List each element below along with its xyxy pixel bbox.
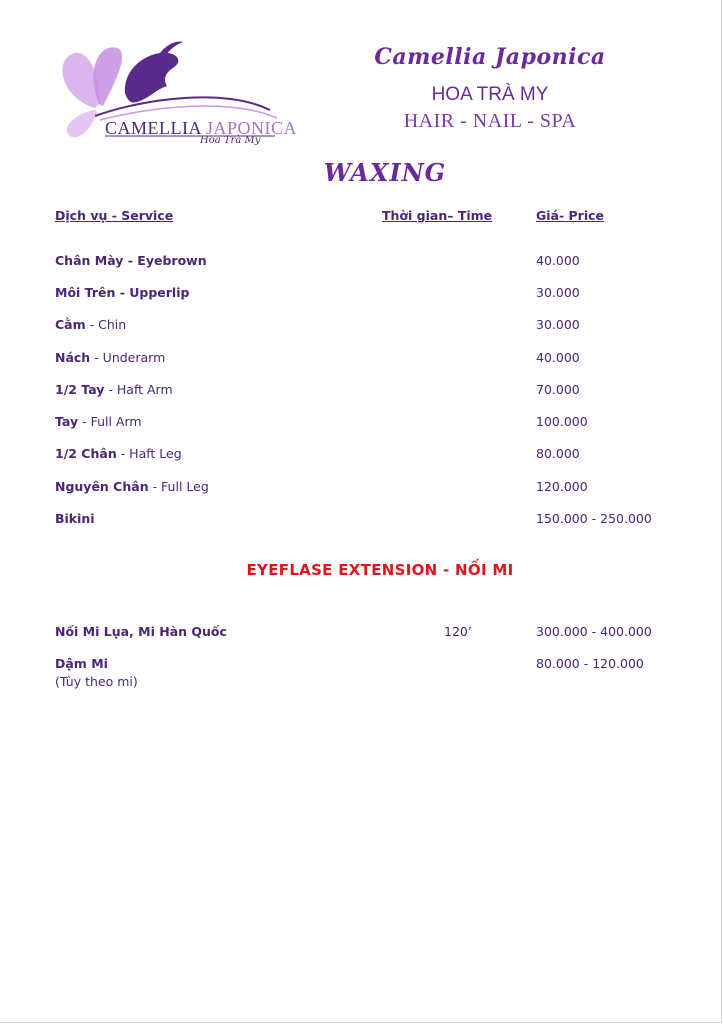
column-header-price: Giá- Price <box>536 208 605 223</box>
column-header-time: Thời gian– Time <box>382 208 493 223</box>
service-price: 300.000 - 400.000 <box>536 624 652 639</box>
service-name: Nối Mi Lụa, Mi Hàn Quốc <box>55 624 227 639</box>
service-price: 40.000 <box>536 350 580 365</box>
service-price: 120.000 <box>536 479 588 494</box>
service-name-en: - Underarm <box>90 350 166 365</box>
price-row-underarm <box>0 350 723 370</box>
service-price: 30.000 <box>536 317 580 332</box>
service-name: Cằm <box>55 317 86 332</box>
service-name-en: - Haft Arm <box>104 382 173 397</box>
brand-subtitle: HOA TRÀ MY <box>431 84 549 105</box>
lash-fill-note: (Tùy theo mi) <box>55 674 138 689</box>
price-row-half-arm <box>0 382 723 402</box>
service-name-en: - Full Arm <box>78 414 142 429</box>
price-row-half-leg <box>0 446 723 466</box>
waxing-title: WAXING <box>323 158 447 187</box>
brand-title: Camellia Japonica <box>374 44 606 70</box>
price-row-silk-lash <box>0 624 723 644</box>
price-row-chin <box>0 317 723 337</box>
service-name-en: - Chin <box>85 317 127 332</box>
service-name: Nguyên Chân <box>55 479 149 494</box>
price-row-bikini <box>0 511 723 531</box>
service-price: 70.000 <box>536 382 580 397</box>
logo-script-text: Hoa Trà My <box>200 135 261 146</box>
service-name: 1/2 Chân <box>55 446 117 461</box>
service-name-en: - Haft Leg <box>116 446 182 461</box>
logo-word-camellia: CAMELLIA <box>105 118 201 138</box>
service-price: 80.000 <box>536 446 580 461</box>
service-price: 100.000 <box>536 414 588 429</box>
price-row-eyebrow <box>0 253 723 273</box>
service-price: 40.000 <box>536 253 580 268</box>
column-header-service: Dịch vụ - Service <box>55 208 174 223</box>
brand-tagline: HAIR - NAIL - SPA <box>403 110 577 132</box>
price-row-lash-fill <box>0 656 723 676</box>
service-name: Chân Mày - Eyebrown <box>55 253 207 268</box>
service-name: Dậm Mi <box>55 656 108 671</box>
service-name: Nách <box>55 350 91 365</box>
price-row-full-leg <box>0 479 723 499</box>
service-time: 120’ <box>444 624 472 639</box>
logo-word-japonica: JAPONICA <box>206 118 298 138</box>
service-name: Bikini <box>55 511 95 526</box>
brand-logo <box>55 38 298 150</box>
service-name-en: - Full Leg <box>148 479 209 494</box>
service-name: Tay <box>55 414 79 429</box>
price-row-full-arm <box>0 414 723 434</box>
price-row-upperlip <box>0 285 723 305</box>
eyelash-section-title: EYEFLASE EXTENSION - NỐI MI <box>246 561 514 579</box>
service-price: 80.000 - 120.000 <box>536 656 644 671</box>
service-name: Môi Trên - Upperlip <box>55 285 190 300</box>
service-price: 150.000 - 250.000 <box>536 511 652 526</box>
service-price: 30.000 <box>536 285 580 300</box>
service-name: 1/2 Tay <box>55 382 105 397</box>
